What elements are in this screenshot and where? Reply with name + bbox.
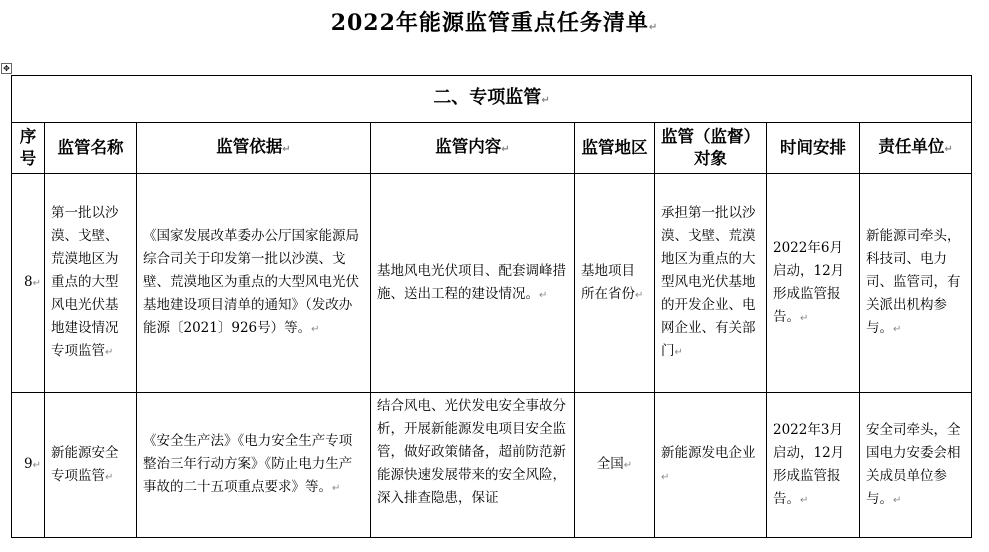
table-row [12,174,972,393]
cell-target: 新能源发电企业↵ [655,393,767,538]
cell-number: 9↵ [12,393,45,538]
header-cell-name: 监管名称 [45,123,137,174]
cell-owner: 安全司牵头，全国电力安委会相关成员单位参与。↵ [860,393,972,538]
cell-basis: 《安全生产法》《电力安全生产专项整治三年行动方案》《防止电力生产事故的二十五项重点要求》等。↵ [137,393,371,538]
cell-content: 结合风电、光伏发电安全事故分析，开展新能源发电项目安全监管，做好政策储备，超前防范新能源快速发展带来的安全风险，深入排查隐患，保证 [371,393,575,538]
header-cell-schedule: 时间安排 [767,123,860,174]
cell-name: 新能源安全专项监管↵ [45,393,137,538]
header-cell-basis: 监管依据↵ [137,123,371,174]
cell-schedule: 2022年3月启动，12月形成监管报告。↵ [767,393,860,538]
document-title: 2022年能源监管重点任务清单↵ [330,10,659,36]
section-title: 二、专项监管↵ [12,76,972,123]
header-cell-target: 监管（监督）对象 [655,123,767,174]
cell-region: 基地项目所在省份↵ [575,174,655,393]
cell-owner: 新能源司牵头，科技司、电力司、监管司，有关派出机构参与。↵ [860,174,972,393]
header-cell-owner: 责任单位↵ [860,123,972,174]
cell-number: 8↵ [12,174,45,393]
table-move-handle-icon[interactable]: ✥ [1,63,12,74]
table-row [12,393,972,538]
cell-schedule: 2022年6月启动，12月形成监管报告。↵ [767,174,860,393]
header-cell-region: 监管地区 [575,123,655,174]
cell-region: 全国↵ [575,393,655,538]
cell-name: 第一批以沙漠、戈壁、荒漠地区为重点的大型风电光伏基地建设情况专项监管↵ [45,174,137,393]
section-row [12,76,972,123]
task-table [11,75,972,538]
cell-basis: 《国家发展改革委办公厅国家能源局综合司关于印发第一批以沙漠、戈壁、荒漠地区为重点的大型风电光伏基地建设项目清单的通知》（发改办能源〔2021〕926号）等。↵ [137,174,371,393]
cell-target: 承担第一批以沙漠、戈壁、荒漠地区为重点的大型风电光伏基地的开发企业、电网企业、有关部门↵ [655,174,767,393]
cell-content: 基地风电光伏项目、配套调峰措施、送出工程的建设情况。↵ [371,174,575,393]
header-cell-content: 监管内容↵ [371,123,575,174]
header-cell-number: 序号 [12,123,45,174]
header-row [12,123,972,174]
